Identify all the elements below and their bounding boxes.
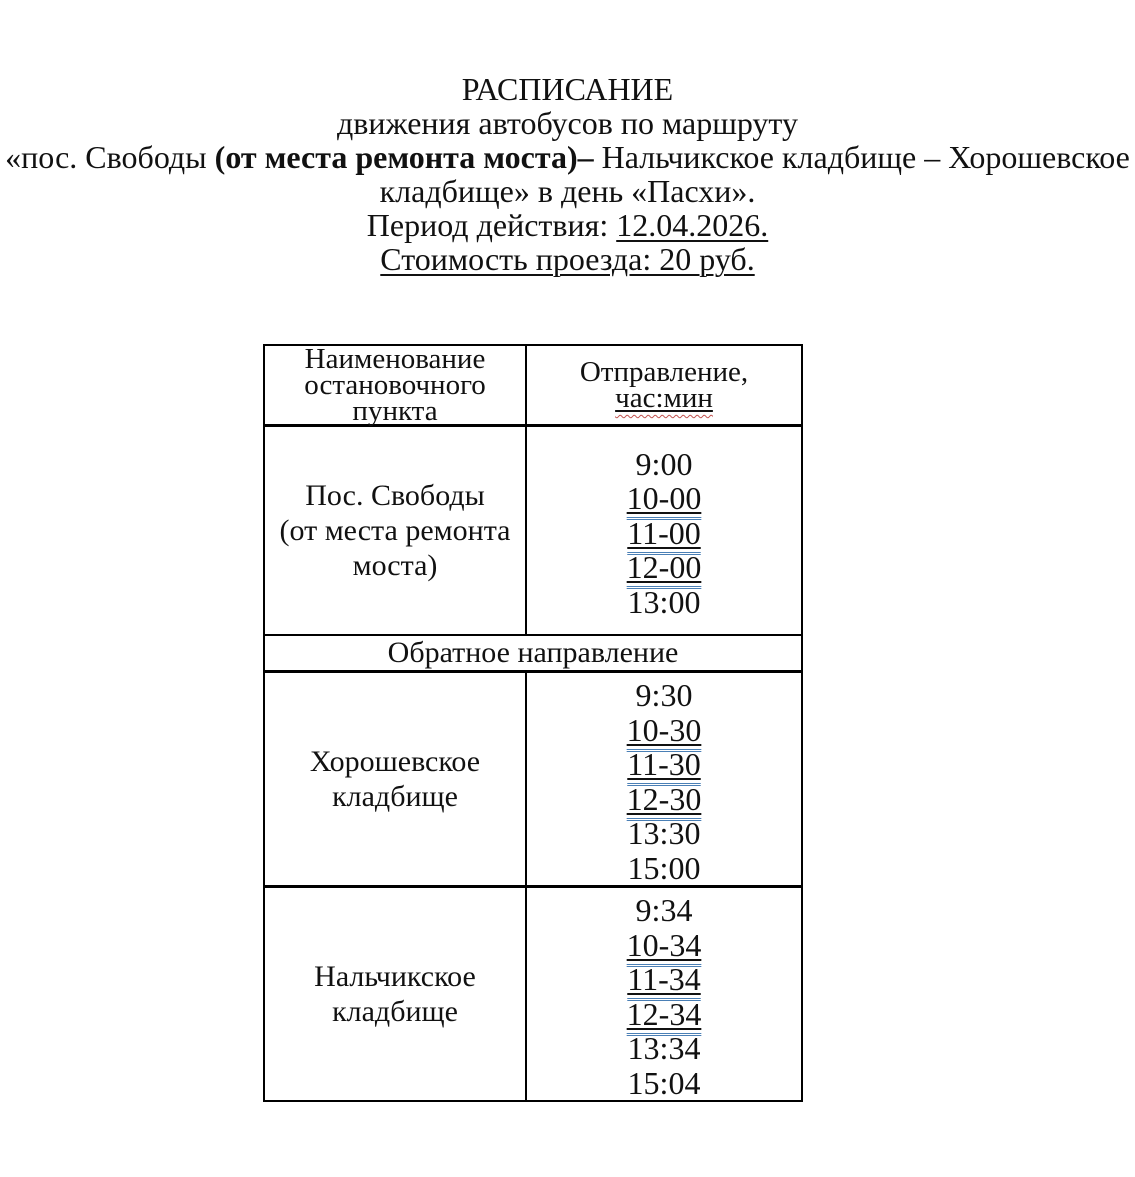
departure-time: 12-00 [626, 549, 702, 586]
times-cell [526, 887, 802, 1102]
departure-header-line1: Отправление, [579, 356, 749, 388]
departure-time: 11-30 [627, 746, 701, 782]
departure-time: 12-34 [626, 995, 702, 1032]
times-list [527, 673, 801, 885]
departure-time: 13:30 [627, 815, 701, 851]
route-bold-segment: (от места ремонта моста)– [214, 139, 594, 175]
stop-name-header: Наименование остановочного пункта [264, 345, 526, 426]
fare-line [0, 242, 1135, 276]
departure-header-units: час:мин [615, 382, 713, 414]
stop-name: Пос. Свободы (от места ремонта моста) [279, 479, 511, 582]
schedule-table [263, 344, 803, 1102]
departure-time: 10-34 [626, 926, 702, 963]
table-header-row [264, 345, 802, 426]
departure-time: 9:30 [635, 677, 693, 713]
departure-time: 15:00 [627, 849, 701, 886]
times-list [527, 442, 801, 620]
departure-header [526, 345, 802, 426]
departure-time: 9:34 [635, 892, 693, 928]
stop-name: Хорошевское кладбище [309, 745, 481, 813]
fare-text: Стоимость проезда: 20 руб. [380, 241, 755, 277]
route-suffix: Нальчикское кладбище – Хорошевское [593, 139, 1130, 175]
reverse-direction-label: Обратное направление [264, 635, 802, 672]
departure-time: 10-30 [626, 711, 702, 748]
route-prefix: «пос. Свободы [5, 139, 215, 175]
times-cell [526, 426, 802, 636]
times-list [527, 888, 801, 1100]
document-subtitle: движения автобусов по маршруту [337, 105, 798, 141]
stop-name-cell [264, 887, 526, 1102]
period-value: 12.04.2026. [616, 207, 769, 243]
reverse-direction-row [264, 635, 802, 672]
period-line [0, 208, 1135, 242]
times-cell [526, 672, 802, 887]
departure-time: 13:00 [627, 583, 701, 620]
document-title: РАСПИСАНИЕ [461, 71, 674, 107]
stop-name: Нальчикское кладбище [314, 960, 476, 1028]
stop-name-cell [264, 672, 526, 887]
document-header [0, 0, 1135, 276]
departure-time: 11-00 [627, 514, 701, 551]
route-line-2: кладбище» в день «Пасхи». [379, 173, 756, 209]
reverse-stop-row-1 [264, 672, 802, 887]
departure-time: 11-34 [627, 961, 701, 997]
route-line-1 [0, 140, 1135, 174]
departure-time: 13:34 [627, 1030, 701, 1066]
departure-time: 10-00 [626, 480, 702, 517]
departure-time: 9:00 [635, 445, 693, 482]
departure-header-line2 [527, 382, 801, 414]
forward-stop-row [264, 426, 802, 636]
period-label: Период действия: [366, 207, 617, 243]
departure-time: 12-30 [626, 780, 702, 817]
stop-name-cell [264, 426, 526, 636]
departure-time: 15:04 [627, 1064, 701, 1101]
reverse-stop-row-2 [264, 887, 802, 1102]
